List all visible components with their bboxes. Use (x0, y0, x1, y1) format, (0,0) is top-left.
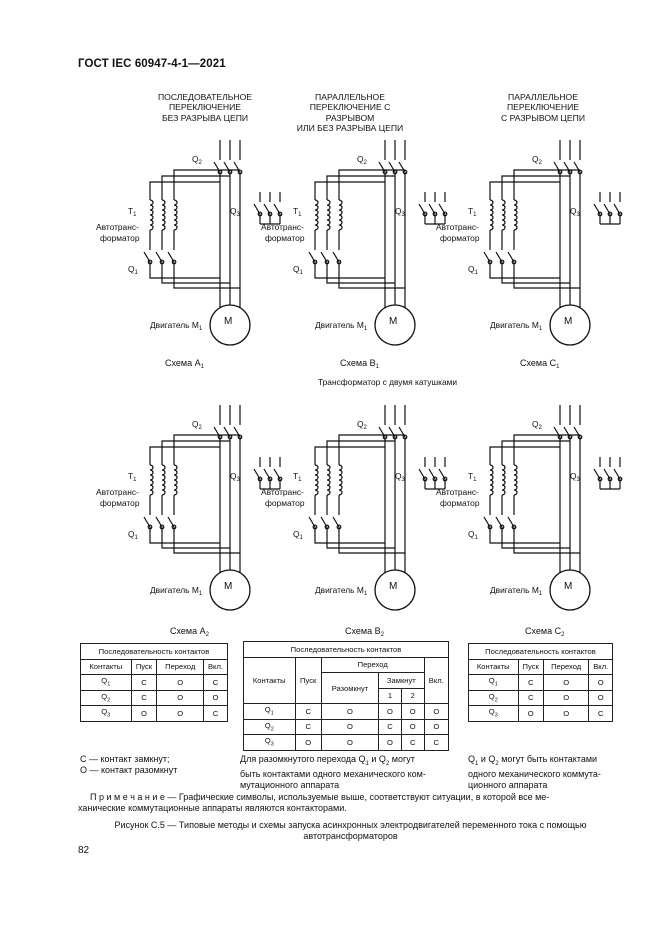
subscript: 3 (401, 477, 405, 483)
contact-blade (321, 517, 327, 527)
subscript: 1 (474, 535, 478, 541)
autotransformer-label: форматор (100, 233, 140, 243)
contact-blade (496, 252, 502, 262)
subscript: 1 (556, 364, 560, 370)
subscript: 1 (298, 477, 302, 483)
col-contacts: Контакты (81, 659, 132, 675)
subscript: 1 (299, 270, 303, 276)
col-on: Вкл. (424, 657, 448, 704)
caption-line: ИЛИ БЕЗ РАЗРЫВА ЦЕПИ (296, 123, 404, 134)
q3-label: $Q_3$ (395, 471, 405, 483)
table-cell: C (379, 719, 402, 735)
subscript: 3 (401, 212, 405, 218)
wire (315, 182, 385, 188)
contact-blade (429, 469, 435, 479)
col-closed-2: 2 (401, 688, 424, 704)
legend-note (80, 754, 177, 775)
contact-blade (604, 204, 610, 214)
transformer-winding (315, 200, 318, 230)
subscript: 1 (299, 535, 303, 541)
contact-blade (484, 252, 490, 262)
col-on: Вкл. (589, 659, 613, 675)
contact-blade (508, 252, 514, 262)
contact-blade (508, 517, 514, 527)
contact-blade (254, 469, 260, 479)
table-cell: O (321, 735, 378, 751)
col-closed-1: 1 (379, 688, 402, 704)
subscript: 2 (198, 160, 202, 166)
table-cell: O (157, 706, 204, 722)
autotransformer-label: Автотранс- (436, 487, 479, 497)
note-text: и Q (478, 754, 496, 764)
contact-blade (439, 469, 445, 479)
transformer-winding (162, 200, 165, 230)
contact-blade (333, 252, 339, 262)
contact-blade (168, 517, 174, 527)
subscript: 1 (363, 326, 368, 332)
subscript: 3 (576, 477, 580, 483)
motor-letter: M (389, 316, 398, 327)
col-closed: Замкнут (379, 673, 424, 689)
q2-label: $Q_2$ (532, 154, 542, 166)
table-cell: O (321, 704, 378, 720)
subscript: 1 (134, 270, 138, 276)
contact-blade (264, 469, 270, 479)
table-cell: O (379, 704, 402, 720)
contact-blade (274, 469, 280, 479)
note-text: Q (468, 754, 476, 764)
q1-label: $Q_1$ (128, 529, 138, 541)
table-cell: O (543, 675, 589, 691)
t1-label: $T_1$ (128, 206, 137, 218)
note-line (468, 754, 618, 769)
table-cell: C (424, 735, 448, 751)
motor-label: Двигатель $M_1$ (315, 320, 368, 332)
transformer-winding (339, 200, 342, 230)
motor-letter: M (224, 581, 233, 592)
transformer-winding (490, 200, 493, 230)
table-cell: O (295, 735, 321, 751)
wire (315, 447, 385, 453)
wire (315, 537, 385, 543)
contact-blade (484, 517, 490, 527)
table-cell: O (518, 706, 543, 722)
row-label: $Q_3$ (244, 735, 296, 751)
wire (490, 272, 560, 278)
contact-blade (419, 204, 425, 214)
table-cell: C (401, 735, 424, 751)
subscript: 1 (473, 477, 477, 483)
row-label: $Q_2$ (469, 690, 519, 706)
wire (315, 272, 385, 278)
contact-blade (144, 517, 150, 527)
note-line: быть контактами одного механического ком- (240, 769, 426, 780)
wire (150, 447, 220, 453)
caption-line: С РАЗРЫВОМ ЦЕПИ (500, 112, 586, 123)
contact-blade (429, 204, 435, 214)
note-line: П р и м е ч а н и е — Графические символы, используемые выше, соответствуют ситуации, в которой все ме- (90, 792, 550, 802)
row-label: $Q_1$ (81, 675, 132, 691)
wire (150, 182, 220, 188)
transformer-winding (327, 465, 330, 495)
motor-letter: M (224, 316, 233, 327)
transformer-winding (514, 200, 517, 230)
note-sub: 2 (385, 760, 390, 767)
contact-blade (614, 204, 620, 214)
motor-label: Двигатель $M_1$ (490, 585, 543, 597)
motor-letter: M (389, 581, 398, 592)
q3-label: $Q_3$ (230, 471, 240, 483)
contact-sequence-table-b (243, 641, 449, 751)
motor-label: Двигатель $M_1$ (490, 320, 543, 332)
table-cell: C (204, 706, 228, 722)
note-text: и Q (368, 754, 386, 764)
table-cell: O (204, 690, 228, 706)
contact-blade (604, 469, 610, 479)
subscript: 2 (561, 632, 565, 638)
transformer-winding (315, 465, 318, 495)
subscript: 1 (474, 270, 478, 276)
figure-caption-line: Рисунок C.5 — Типовые методы и схемы запуска асинхронных электродвигателей переменного тока с помощью (114, 820, 587, 830)
note-line: мутационного аппарата (240, 779, 340, 790)
motor-letter: M (564, 581, 573, 592)
row-label: $Q_1$ (244, 704, 296, 720)
col-start: Пуск (295, 657, 321, 704)
t1-label: $T_1$ (293, 206, 302, 218)
wire (490, 537, 560, 543)
autotransformer-label: форматор (265, 498, 305, 508)
transformer-winding (327, 200, 330, 230)
transformer-winding (162, 465, 165, 495)
col-start: Пуск (131, 659, 157, 675)
contact-blade (321, 252, 327, 262)
contact-blade (254, 204, 260, 214)
q1-label: $Q_1$ (128, 264, 138, 276)
table-cell: O (157, 675, 204, 691)
scheme-label: Схема $A_1$ (165, 358, 204, 370)
table-cell: O (379, 735, 402, 751)
subscript: 1 (473, 212, 477, 218)
table-cell: O (131, 706, 157, 722)
transformer-winding (150, 465, 153, 495)
contact-sequence-table-c (468, 643, 613, 722)
subscript: 3 (576, 212, 580, 218)
scheme-label: Схема $B_2$ (345, 626, 384, 638)
motor-label: Двигатель $M_1$ (315, 585, 368, 597)
subscript: 3 (236, 212, 240, 218)
caption-line: БЕЗ РАЗРЫВА ЦЕПИ (161, 112, 249, 123)
page-number: 82 (78, 845, 90, 856)
q2-label: $Q_2$ (532, 419, 542, 431)
col-transition: Переход (157, 659, 204, 675)
q1-label: $Q_1$ (293, 264, 303, 276)
motor-letter: M (564, 316, 573, 327)
legend-closed: C — контакт замкнут; (80, 754, 170, 764)
autotransformer-label: Автотранс- (436, 222, 479, 232)
transformer-winding (174, 200, 177, 230)
figure-caption-line: автотрансформаторов (303, 830, 398, 841)
q3-label: $Q_3$ (570, 206, 580, 218)
subscript: 2 (380, 632, 384, 638)
subscript: 1 (133, 477, 137, 483)
note-line: одного механического коммута- (468, 769, 601, 780)
wire (490, 447, 560, 453)
contact-blade (156, 517, 162, 527)
note-contacts (468, 754, 618, 791)
table-cell: C (518, 675, 543, 691)
note-text: могут быть контактами (498, 754, 598, 764)
subscript: 1 (134, 535, 138, 541)
q3-label: $Q_3$ (395, 206, 405, 218)
col-start: Пуск (518, 659, 543, 675)
subscript: 1 (200, 364, 204, 370)
contact-blade (168, 252, 174, 262)
contact-blade (594, 469, 600, 479)
caption-line: ПЕРЕКЛЮЧЕНИЕ (507, 102, 579, 113)
table-cell: C (295, 719, 321, 735)
table-cell: O (424, 704, 448, 720)
q2-label: $Q_2$ (192, 154, 202, 166)
subscript: 1 (375, 364, 379, 370)
autotransformer-label: Автотранс- (261, 487, 304, 497)
col-contacts: Контакты (469, 659, 519, 675)
table-cell: C (204, 675, 228, 691)
note-line: ционного аппарата (468, 779, 548, 790)
q2-label: $Q_2$ (357, 419, 367, 431)
subscript: 1 (198, 326, 203, 332)
contact-blade (496, 517, 502, 527)
table-title: Последовательность контактов (244, 642, 449, 658)
contact-blade (439, 204, 445, 214)
subscript: 2 (205, 632, 209, 638)
note-sub: 1 (365, 760, 369, 767)
table-cell: O (424, 719, 448, 735)
q2-label: $Q_2$ (192, 419, 202, 431)
subscript: 1 (363, 591, 368, 597)
autotransformer-label: форматор (440, 233, 480, 243)
q3-label: $Q_3$ (230, 206, 240, 218)
transformer-winding (502, 200, 505, 230)
autotransformer-label: форматор (440, 498, 480, 508)
table-cell: C (131, 690, 157, 706)
caption-line: ПОСЛЕДОВАТЕЛЬНОЕ (157, 92, 253, 102)
q1-label: $Q_1$ (468, 529, 478, 541)
contact-blade (594, 204, 600, 214)
caption-line: ПЕРЕКЛЮЧЕНИЕ (169, 102, 241, 113)
note-line: ханические коммутационные аппараты являются контакторами. (78, 802, 347, 813)
subscript: 2 (198, 425, 202, 431)
transformer-winding (502, 465, 505, 495)
subscript: 1 (133, 212, 137, 218)
t1-label: $T_1$ (468, 206, 477, 218)
subscript: 2 (363, 160, 367, 166)
wire (490, 182, 560, 188)
t1-label: $T_1$ (468, 471, 477, 483)
contact-blade (614, 469, 620, 479)
autotransformer-label: форматор (100, 498, 140, 508)
scheme-label: Схема $B_1$ (340, 358, 379, 370)
caption-line: ПАРАЛЛЕЛЬНОЕ (315, 92, 385, 102)
autotransformer-label: форматор (265, 233, 305, 243)
motor-label: Двигатель $M_1$ (150, 585, 203, 597)
caption-line: ПЕРЕКЛЮЧЕНИЕ С РАЗРЫВОМ (309, 102, 391, 123)
q1-label: $Q_1$ (468, 264, 478, 276)
table-cell: O (321, 719, 378, 735)
q1-label: $Q_1$ (293, 529, 303, 541)
motor-label: Двигатель $M_1$ (150, 320, 203, 332)
subscript: 1 (538, 591, 543, 597)
t1-label: $T_1$ (128, 471, 137, 483)
contact-blade (309, 252, 315, 262)
table-cell: C (589, 706, 613, 722)
autotransformer-label: Автотранс- (96, 487, 139, 497)
contact-blade (264, 204, 270, 214)
note-line (240, 754, 455, 769)
figure-caption (78, 820, 623, 841)
note-sub: 1 (475, 760, 479, 767)
primechanie (78, 792, 620, 813)
wire (150, 272, 220, 278)
subscript: 2 (538, 160, 542, 166)
transformer-winding (490, 465, 493, 495)
transformer-winding (339, 465, 342, 495)
note-text: Для разомкнутого перехода Q (240, 754, 366, 764)
contact-sequence-table-a (80, 643, 228, 722)
transformer-winding (150, 200, 153, 230)
table-cell: C (518, 690, 543, 706)
table-cell: O (589, 675, 613, 691)
legend-open: O — контакт разомкнут (80, 764, 178, 775)
row-label: $Q_1$ (469, 675, 519, 691)
transformer-winding (174, 465, 177, 495)
t1-label: $T_1$ (293, 471, 302, 483)
contact-blade (156, 252, 162, 262)
table-cell: O (543, 706, 589, 722)
subscript: 1 (198, 591, 203, 597)
contact-blade (333, 517, 339, 527)
note-text: могут (389, 754, 415, 764)
scheme-label: Схема $A_2$ (170, 626, 209, 638)
row-label: $Q_3$ (81, 706, 132, 722)
subscript: 2 (538, 425, 542, 431)
wire (150, 537, 220, 543)
q3-label: $Q_3$ (570, 471, 580, 483)
two-coil-caption: Трансформатор с двумя катушками (318, 377, 458, 387)
table-cell: O (543, 690, 589, 706)
subscript: 2 (363, 425, 367, 431)
table-cell: C (295, 704, 321, 720)
table-cell: O (157, 690, 204, 706)
contact-blade (144, 252, 150, 262)
transformer-winding (514, 465, 517, 495)
table-cell: O (401, 704, 424, 720)
subscript: 1 (538, 326, 543, 332)
document-header: ГОСТ IEC 60947-4-1—2021 (78, 58, 226, 70)
subscript: 1 (298, 212, 302, 218)
contact-blade (274, 204, 280, 214)
note-open-transition (240, 754, 455, 791)
scheme-label: Схема $C_1$ (520, 358, 560, 370)
row-label: $Q_2$ (244, 719, 296, 735)
col-contacts: Контакты (244, 657, 296, 704)
col-on: Вкл. (204, 659, 228, 675)
caption-line: ПАРАЛЛЕЛЬНОЕ (508, 92, 578, 102)
note-sub: 2 (495, 760, 499, 767)
table-cell: C (131, 675, 157, 691)
autotransformer-label: Автотранс- (96, 222, 139, 232)
col-transition: Переход (543, 659, 589, 675)
col-open: Разомкнут (321, 673, 378, 704)
table-cell: O (589, 690, 613, 706)
contact-blade (419, 469, 425, 479)
row-label: $Q_3$ (469, 706, 519, 722)
scheme-label: Схема $C_2$ (525, 626, 565, 638)
autotransformer-label: Автотранс- (261, 222, 304, 232)
q2-label: $Q_2$ (357, 154, 367, 166)
table-title: Последовательность контактов (469, 644, 613, 660)
table-cell: O (401, 719, 424, 735)
table-title: Последовательность контактов (81, 644, 228, 660)
row-label: $Q_2$ (81, 690, 132, 706)
contact-blade (309, 517, 315, 527)
col-transition: Переход (321, 657, 424, 673)
subscript: 3 (236, 477, 240, 483)
